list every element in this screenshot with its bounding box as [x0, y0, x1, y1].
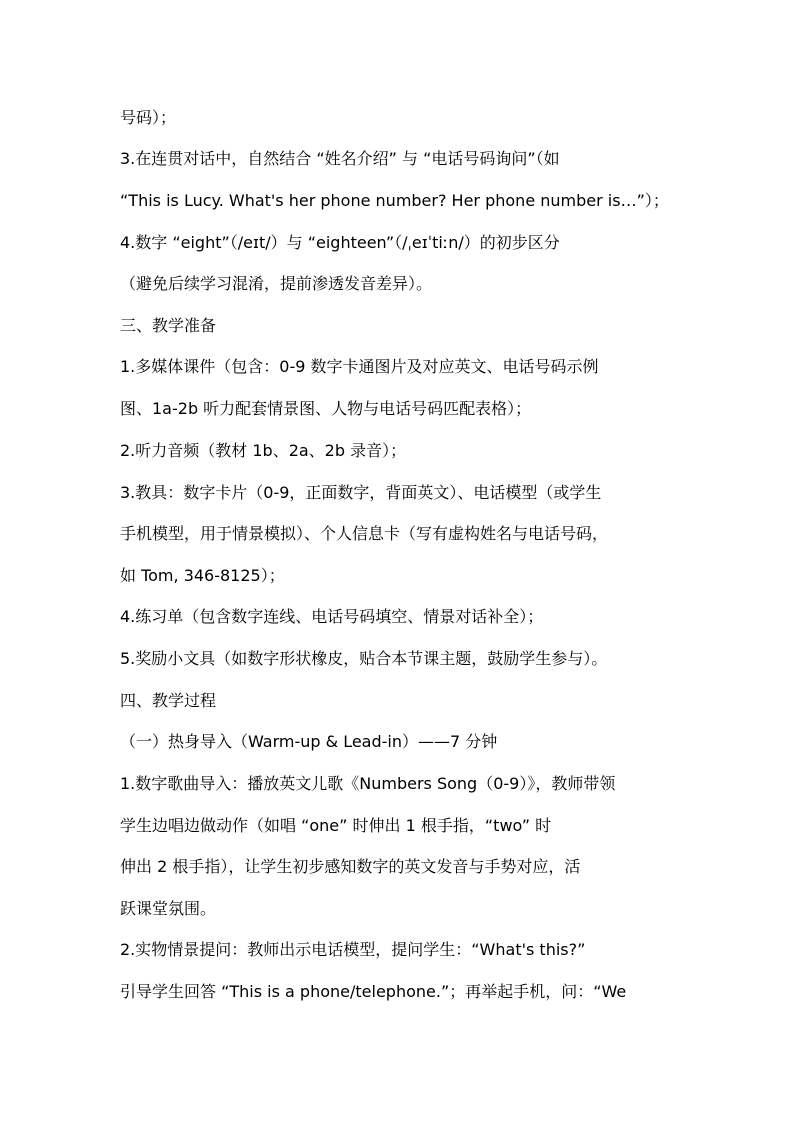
text-line: 引导学生回答 “This is a phone/telephone.”；再举起手机，问：“We: [120, 982, 627, 1001]
subsection-heading: （一）热身导入（Warm-up & Lead-in）——7 分钟: [120, 732, 498, 751]
text-line: 学生边唱边做动作（如唱 “one” 时伸出 1 根手指，“two” 时: [120, 816, 552, 835]
text-line: 图、1a-2b 听力配套情景图、人物与电话号码匹配表格）；: [120, 399, 532, 418]
section-heading: 四、教学过程: [120, 691, 217, 710]
list-item: 4.数字 “eight”（/eɪt/）与 “eighteen”（/ˌeɪˈtiːn/）的初步区分: [120, 233, 560, 252]
section-heading: 三、教学准备: [120, 316, 217, 335]
text-line: 如 Tom, 346-8125）；: [120, 566, 285, 585]
text-line: 手机模型，用于情景模拟）、个人信息卡（写有虚构姓名与电话号码，: [120, 524, 609, 543]
text-line: 跃课堂氛围。: [120, 899, 217, 918]
text-line: 伸出 2 根手指），让学生初步感知数字的英文发音与手势对应，活: [120, 857, 581, 876]
text-line: （避免后续学习混淆，提前渗透发音差异）。: [120, 274, 433, 293]
list-item: 4.练习单（包含数字连线、电话号码填空、情景对话补全）；: [120, 607, 544, 626]
list-item: 5.奖励小文具（如数字形状橡皮，贴合本节课主题，鼓励学生参与）。: [120, 649, 608, 668]
text-line: “This is Lucy. What's her phone number? Her phone number is…”）；: [120, 191, 669, 210]
text-line: 号码）；: [120, 108, 177, 127]
list-item: 1.多媒体课件（包含：0-9 数字卡通图片及对应英文、电话号码示例: [120, 357, 599, 376]
list-item: 1.数字歌曲导入：播放英文儿歌《Numbers Song（0-9）》，教师带领: [120, 774, 616, 793]
list-item: 3.教具：数字卡片（0-9，正面数字，背面英文）、电话模型（或学生: [120, 483, 602, 502]
list-item: 2.实物情景提问：教师出示电话模型，提问学生：“What's this?”: [120, 940, 586, 959]
list-item: 3.在连贯对话中，自然结合 “姓名介绍” 与 “电话号码询问”（如: [120, 149, 560, 168]
list-item: 2.听力音频（教材 1b、2a、2b 录音）；: [120, 441, 407, 460]
